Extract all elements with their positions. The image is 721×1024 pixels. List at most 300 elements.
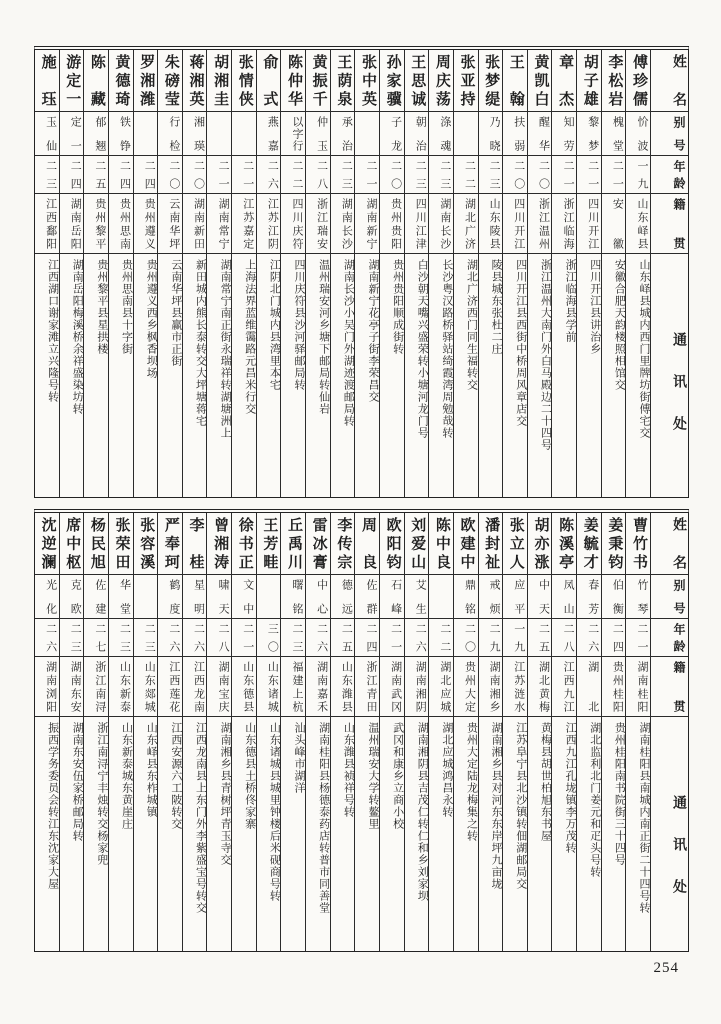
entry-address: 武冈和康乡立商小校 bbox=[391, 722, 404, 830]
entry-age: 二一 bbox=[355, 156, 379, 194]
entry-name: 胡亦涨 bbox=[528, 513, 552, 575]
entry-alias bbox=[232, 112, 256, 156]
entry-column bbox=[182, 513, 207, 951]
entry-name: 杨民旭 bbox=[84, 513, 108, 575]
entry-native: 湖南湘乡 bbox=[479, 657, 503, 717]
entry-column bbox=[502, 513, 527, 951]
entry-native: 湖南宝庆 bbox=[207, 657, 231, 717]
entry-alias: 曙铭 bbox=[281, 575, 305, 619]
entry-alias: 中心 bbox=[306, 575, 330, 619]
entry-native: 山东新泰 bbox=[109, 657, 133, 717]
entry-name: 游定一 bbox=[60, 50, 84, 112]
entry-native: 湖南武冈 bbox=[380, 657, 404, 717]
entry-address: 浙江南浔宁丰烛转交杨家兜 bbox=[95, 722, 108, 866]
entry-native: 四川庆符 bbox=[281, 194, 305, 254]
entry-name: 施珏 bbox=[35, 50, 59, 112]
entry-age: 二八 bbox=[306, 156, 330, 194]
entry-name: 欧建中 bbox=[454, 513, 478, 575]
entry-age: 二三 bbox=[109, 619, 133, 657]
header-name: 姓名 bbox=[651, 50, 688, 112]
entry-alias: 伯衡 bbox=[602, 575, 626, 619]
entry-native: 浙江临海 bbox=[552, 194, 576, 254]
entry-age: 二六 bbox=[405, 619, 429, 657]
entry-alias bbox=[355, 112, 379, 156]
entry-age: 二六 bbox=[183, 619, 207, 657]
entry-alias: 槐堂 bbox=[602, 112, 626, 156]
entry-name: 李桂 bbox=[183, 513, 207, 575]
entry-name: 蒋湘英 bbox=[183, 50, 207, 112]
entry-name: 王芳畦 bbox=[257, 513, 281, 575]
entry-age: 二四 bbox=[60, 156, 84, 194]
header-alias: 别号 bbox=[651, 575, 688, 619]
entry-column bbox=[231, 50, 256, 497]
entry-age: 二二 bbox=[429, 619, 453, 657]
entry-column bbox=[182, 50, 207, 497]
entry-native: 山东郯城 bbox=[134, 657, 158, 717]
entry-column bbox=[551, 513, 576, 951]
entry-age: 三〇 bbox=[257, 619, 281, 657]
entry-native: 湖南新宁 bbox=[355, 194, 379, 254]
entry-alias: 文中 bbox=[232, 575, 256, 619]
entry-name: 黄德琦 bbox=[109, 50, 133, 112]
entry-address: 贵州大定陆龙梅集之转 bbox=[465, 722, 478, 842]
entry-age: 二〇 bbox=[528, 156, 552, 194]
entry-name: 胡子雄 bbox=[577, 50, 601, 112]
entry-native: 山东潍县 bbox=[331, 657, 355, 717]
entry-column bbox=[330, 50, 355, 497]
entry-age: 二四 bbox=[602, 619, 626, 657]
entry-age: 二八 bbox=[207, 619, 231, 657]
entry-native: 四川江津 bbox=[405, 194, 429, 254]
entry-alias: 德远 bbox=[331, 575, 355, 619]
entry-native: 浙江温州 bbox=[528, 194, 552, 254]
entry-alias bbox=[207, 112, 231, 156]
entry-age: 二八 bbox=[552, 619, 576, 657]
entry-name: 席中枢 bbox=[60, 513, 84, 575]
entry-native: 浙江青田 bbox=[355, 657, 379, 717]
entry-address: 山东峄县东柞城镇 bbox=[145, 722, 158, 818]
entry-address: 浙江温州大南门外白马殿边二十四号 bbox=[539, 259, 552, 451]
entry-name: 陈中良 bbox=[429, 513, 453, 575]
entry-alias: 啸天 bbox=[207, 575, 231, 619]
entry-alias: 春芳 bbox=[577, 575, 601, 619]
entry-name: 姜毓才 bbox=[577, 513, 601, 575]
entry-name: 周庆荡 bbox=[429, 50, 453, 112]
entry-alias: 子龙 bbox=[380, 112, 404, 156]
entry-alias: 星明 bbox=[183, 575, 207, 619]
entry-alias: 鼎铭 bbox=[454, 575, 478, 619]
entry-alias: 以字行 bbox=[281, 112, 305, 156]
entry-address: 贵州黎平县星拱楼 bbox=[95, 259, 108, 355]
entry-age: 二六 bbox=[158, 619, 182, 657]
entry-address: 湖南新宁花亭子街李荣昌交 bbox=[366, 259, 379, 403]
header-native: 籍贯 bbox=[651, 657, 688, 717]
entry-age: 二一 bbox=[207, 156, 231, 194]
entry-name: 黄凯白 bbox=[528, 50, 552, 112]
entry-column bbox=[379, 50, 404, 497]
entry-age: 一九 bbox=[503, 619, 527, 657]
entry-name: 姜秉钧 bbox=[602, 513, 626, 575]
entry-age: 二五 bbox=[331, 619, 355, 657]
entry-column bbox=[527, 50, 552, 497]
entry-name: 李传宗 bbox=[331, 513, 355, 575]
entry-age: 二五 bbox=[528, 619, 552, 657]
entry-age: 二三 bbox=[60, 619, 84, 657]
entry-native: 山东德县 bbox=[232, 657, 256, 717]
entry-alias bbox=[454, 112, 478, 156]
entry-name: 张荣田 bbox=[109, 513, 133, 575]
entry-name: 罗湘潍 bbox=[134, 50, 158, 112]
entry-native: 江苏嘉定 bbox=[232, 194, 256, 254]
entry-native: 湖北 bbox=[577, 657, 601, 717]
entry-column bbox=[256, 513, 281, 951]
entry-age: 二四 bbox=[355, 619, 379, 657]
entry-alias: 湘瑛 bbox=[183, 112, 207, 156]
entry-address: 湖北应城鸿昌永转 bbox=[440, 722, 453, 818]
entry-address: 湖北监利北门姜元和疋头号转 bbox=[588, 722, 601, 878]
entry-name: 傅珍儒 bbox=[626, 50, 650, 112]
entry-alias: 克欧 bbox=[60, 575, 84, 619]
entry-address: 四川开江县西街中桥周风章店交 bbox=[514, 259, 527, 427]
entry-column bbox=[625, 513, 650, 951]
entry-name: 严奉珂 bbox=[158, 513, 182, 575]
entry-age: 二九 bbox=[479, 619, 503, 657]
entry-column bbox=[108, 513, 133, 951]
entry-address: 湖北广济西门同生福转交 bbox=[465, 259, 478, 391]
entry-native: 浙江瑞安 bbox=[306, 194, 330, 254]
entry-age: 一九 bbox=[626, 156, 650, 194]
entry-native: 江苏江阴 bbox=[257, 194, 281, 254]
header-age: 年龄 bbox=[651, 619, 688, 657]
entry-native: 贵州黎平 bbox=[84, 194, 108, 254]
entry-name: 欧阳钧 bbox=[380, 513, 404, 575]
entry-native: 湖南桂阳 bbox=[626, 657, 650, 717]
entry-column bbox=[478, 50, 503, 497]
entry-name: 王思诚 bbox=[405, 50, 429, 112]
entry-native: 云南华坪 bbox=[158, 194, 182, 254]
entry-name: 徐书正 bbox=[232, 513, 256, 575]
entry-native: 湖南长沙 bbox=[429, 194, 453, 254]
entry-column bbox=[404, 50, 429, 497]
entry-native: 浙江南浔 bbox=[84, 657, 108, 717]
entry-age: 二〇 bbox=[380, 156, 404, 194]
entry-column bbox=[601, 50, 626, 497]
entry-native: 湖北广济 bbox=[454, 194, 478, 254]
entry-address: 山东诸城县城里钟楼后米砚商号转 bbox=[268, 722, 281, 902]
entry-native: 湖南嘉禾 bbox=[306, 657, 330, 717]
entry-column bbox=[206, 513, 231, 951]
entry-address: 长沙粤汉路桥驿站绮霞湾周勉哉转 bbox=[440, 259, 453, 439]
entry-address: 江西九江孔垅镇李万茂转 bbox=[564, 722, 577, 854]
entry-column bbox=[305, 513, 330, 951]
header-address: 通讯处 bbox=[671, 332, 686, 458]
entry-age: 二一 bbox=[626, 619, 650, 657]
entry-address: 山东峄县城内西门里牌坊街傅宅交 bbox=[638, 259, 650, 439]
entry-column bbox=[59, 513, 84, 951]
header-address: 通讯处 bbox=[671, 795, 686, 921]
entry-alias: 郁翘 bbox=[84, 112, 108, 156]
entry-address: 山东德县土桥佟家寨 bbox=[243, 722, 256, 830]
entry-alias bbox=[429, 575, 453, 619]
entry-native: 四川开江 bbox=[577, 194, 601, 254]
entry-native: 湖南湘阴 bbox=[405, 657, 429, 717]
entry-alias: 燕嘉 bbox=[257, 112, 281, 156]
entry-native: 江苏涟水 bbox=[503, 657, 527, 717]
entry-name: 王翰 bbox=[503, 50, 527, 112]
page-number: 254 bbox=[653, 960, 679, 976]
entry-column bbox=[404, 513, 429, 951]
entry-address: 四川开江县讲治乡 bbox=[588, 259, 601, 355]
entry-native: 湖北黄梅 bbox=[528, 657, 552, 717]
entry-alias: 佐建 bbox=[84, 575, 108, 619]
entry-address: 湖南桂阳县杨德泰药店转普市同善堂 bbox=[317, 722, 330, 914]
entry-name: 王荫泉 bbox=[331, 50, 355, 112]
entry-column bbox=[133, 513, 158, 951]
entry-age: 二〇 bbox=[503, 156, 527, 194]
entry-alias: 承治 bbox=[331, 112, 355, 156]
entry-alias: 石峰 bbox=[380, 575, 404, 619]
entry-address: 湖南湘乡县青树坪青玉寺交 bbox=[219, 722, 232, 866]
header-column bbox=[650, 50, 688, 497]
entry-alias: 玉仙 bbox=[35, 112, 59, 156]
roster-table-bottom bbox=[34, 509, 689, 952]
entry-age: 二六 bbox=[257, 156, 281, 194]
entry-address: 汕头峰市湖洋 bbox=[293, 722, 306, 794]
entry-native: 湖南新田 bbox=[183, 194, 207, 254]
entry-column bbox=[625, 50, 650, 497]
entry-age: 二三 bbox=[281, 619, 305, 657]
entry-native: 山东峄县 bbox=[626, 194, 650, 254]
entry-name: 张梦缇 bbox=[479, 50, 503, 112]
entry-address: 湖南岳阳梅溪桥余祥盛染坊转 bbox=[71, 259, 84, 415]
entry-native: 江西莲花 bbox=[158, 657, 182, 717]
header-age: 年龄 bbox=[651, 156, 688, 194]
entry-address: 温州瑞安大学转鳌里 bbox=[366, 722, 379, 830]
entry-column bbox=[354, 513, 379, 951]
entry-name: 雷冰膏 bbox=[306, 513, 330, 575]
entry-alias: 佐群 bbox=[355, 575, 379, 619]
entry-age: 二〇 bbox=[183, 156, 207, 194]
entry-name: 潘封祉 bbox=[479, 513, 503, 575]
entry-address: 黄梅县胡世柏旭东书屋 bbox=[539, 722, 552, 842]
entry-address: 湖南东安伍家桥邮局转 bbox=[71, 722, 84, 842]
entry-alias: 醒华 bbox=[528, 112, 552, 156]
entry-name: 沈逆澜 bbox=[35, 513, 59, 575]
entry-alias: 仲玉 bbox=[306, 112, 330, 156]
entry-address: 贵州桂阳南书院街三十四号 bbox=[613, 722, 626, 866]
entry-address: 安徽合肥天韵楼照相馆交 bbox=[613, 259, 626, 391]
entry-native: 江西鄱阳 bbox=[35, 194, 59, 254]
entry-alias: 鹤度 bbox=[158, 575, 182, 619]
entry-native: 湖南浏阳 bbox=[35, 657, 59, 717]
entry-address: 四川庆符县沙河驿邮局转 bbox=[293, 259, 306, 391]
entry-age: 二一 bbox=[232, 619, 256, 657]
entry-age: 二三 bbox=[331, 156, 355, 194]
entry-age: 二一 bbox=[232, 156, 256, 194]
entry-name: 曹竹书 bbox=[626, 513, 650, 575]
entry-address: 贵州遵义西乡枫香坝场 bbox=[145, 259, 158, 379]
entry-column bbox=[108, 50, 133, 497]
entry-column bbox=[305, 50, 330, 497]
entry-name: 张情侠 bbox=[232, 50, 256, 112]
entry-alias: 行检 bbox=[158, 112, 182, 156]
entry-native: 安徽 bbox=[602, 194, 626, 254]
entry-column bbox=[502, 50, 527, 497]
entry-alias: 知劳 bbox=[552, 112, 576, 156]
entry-native: 山东诸城 bbox=[257, 657, 281, 717]
entry-column bbox=[601, 513, 626, 951]
entry-alias: 扶弱 bbox=[503, 112, 527, 156]
entry-native: 贵州大定 bbox=[454, 657, 478, 717]
entry-age: 二四 bbox=[134, 156, 158, 194]
entry-column bbox=[453, 50, 478, 497]
entry-alias: 应平 bbox=[503, 575, 527, 619]
entry-age: 二二 bbox=[454, 156, 478, 194]
entry-alias: 光化 bbox=[35, 575, 59, 619]
entry-name: 胡湘圭 bbox=[207, 50, 231, 112]
header-alias: 别号 bbox=[651, 112, 688, 156]
entry-column bbox=[83, 50, 108, 497]
entry-native: 湖南长沙 bbox=[331, 194, 355, 254]
entry-column bbox=[551, 50, 576, 497]
entry-address: 江西安源六工陂转交 bbox=[169, 722, 182, 830]
roster-table-top bbox=[34, 46, 689, 498]
entry-alias: 忦波 bbox=[626, 112, 650, 156]
entry-age: 二三 bbox=[35, 156, 59, 194]
entry-age: 二三 bbox=[429, 156, 453, 194]
entry-column bbox=[256, 50, 281, 497]
entry-column bbox=[453, 513, 478, 951]
entry-address: 振西学务委员会转江东沈家大屋 bbox=[46, 722, 59, 890]
entry-column bbox=[354, 50, 379, 497]
entry-name: 张中英 bbox=[355, 50, 379, 112]
entry-address: 新田城内熊长泰转交大坪塘蒋宅 bbox=[194, 259, 207, 427]
entry-address: 江苏阜宁县北沙镇转佃湖邮局交 bbox=[514, 722, 527, 890]
entry-column bbox=[35, 513, 59, 951]
entry-native: 四川开江 bbox=[503, 194, 527, 254]
entry-address: 江阴北门城内县湾里本宅 bbox=[268, 259, 281, 391]
entry-address: 陵县城东张杜二庄 bbox=[490, 259, 503, 355]
entry-alias: 艾生 bbox=[405, 575, 429, 619]
entry-address: 湖南常宁南正街永瑞祥转湖塘洲上 bbox=[219, 259, 232, 439]
entry-column bbox=[83, 513, 108, 951]
entry-alias: 黎梦 bbox=[577, 112, 601, 156]
entry-column bbox=[35, 50, 59, 497]
entry-column bbox=[379, 513, 404, 951]
entry-address: 浙江临海县学前 bbox=[564, 259, 577, 343]
entry-alias bbox=[257, 575, 281, 619]
entry-alias: 中天 bbox=[528, 575, 552, 619]
entry-name: 张容溪 bbox=[134, 513, 158, 575]
entry-name: 刘爱山 bbox=[405, 513, 429, 575]
entry-column bbox=[527, 513, 552, 951]
entry-native: 山东陵县 bbox=[479, 194, 503, 254]
entry-alias: 铁铮 bbox=[109, 112, 133, 156]
entry-address: 山东潍县祯祥号转 bbox=[342, 722, 355, 818]
entry-age: 二三 bbox=[134, 619, 158, 657]
entry-age: 二七 bbox=[84, 619, 108, 657]
entry-age: 二一 bbox=[577, 156, 601, 194]
entry-address: 湖南桂阳县南城内南正街二十四号转 bbox=[638, 722, 650, 914]
entry-address: 江西湖口谢家滩立兴隆号转 bbox=[46, 259, 59, 403]
entry-name: 朱磅莹 bbox=[158, 50, 182, 112]
entry-age: 二六 bbox=[35, 619, 59, 657]
entry-alias bbox=[134, 575, 158, 619]
entry-name: 陈仲华 bbox=[281, 50, 305, 112]
entry-alias bbox=[134, 112, 158, 156]
entry-name: 李松岩 bbox=[602, 50, 626, 112]
entry-age: 二二 bbox=[281, 156, 305, 194]
entry-native: 贵州贵阳 bbox=[380, 194, 404, 254]
entry-address: 云南华坪县赢市正街 bbox=[169, 259, 182, 367]
entry-age: 二一 bbox=[602, 156, 626, 194]
entry-native: 贵州遵义 bbox=[134, 194, 158, 254]
entry-age: 二三 bbox=[405, 156, 429, 194]
entry-native: 湖南岳阳 bbox=[60, 194, 84, 254]
entry-age: 二四 bbox=[109, 156, 133, 194]
entry-column bbox=[280, 513, 305, 951]
entry-native: 湖南东安 bbox=[60, 657, 84, 717]
entry-column bbox=[576, 513, 601, 951]
entry-name: 陈藏 bbox=[84, 50, 108, 112]
entry-alias: 乃晓 bbox=[479, 112, 503, 156]
entry-column bbox=[231, 513, 256, 951]
entry-address: 白沙朝天嘴兴盛荣转小塘河龙门号 bbox=[416, 259, 429, 439]
entry-column bbox=[157, 513, 182, 951]
entry-address: 贵州贵阳顺成街转 bbox=[391, 259, 404, 355]
entry-age: 二三 bbox=[479, 156, 503, 194]
entry-column bbox=[428, 50, 453, 497]
entry-column bbox=[59, 50, 84, 497]
entry-native: 贵州思南 bbox=[109, 194, 133, 254]
entry-native: 福建上杭 bbox=[281, 657, 305, 717]
entry-column bbox=[576, 50, 601, 497]
entry-address: 江西龙南县上东门外李紫盛宝号转交 bbox=[194, 722, 207, 914]
header-column bbox=[650, 513, 688, 951]
entry-column bbox=[133, 50, 158, 497]
entry-age: 二五 bbox=[84, 156, 108, 194]
entry-name: 陈溪亭 bbox=[552, 513, 576, 575]
entry-address: 湖南湘乡县对河东东岸坪九亩垅 bbox=[490, 722, 503, 890]
entry-column bbox=[280, 50, 305, 497]
entry-column bbox=[478, 513, 503, 951]
entry-alias: 华堂 bbox=[109, 575, 133, 619]
entry-age: 二〇 bbox=[454, 619, 478, 657]
entry-name: 章杰 bbox=[552, 50, 576, 112]
entry-name: 丘禹川 bbox=[281, 513, 305, 575]
entry-age: 二一 bbox=[380, 619, 404, 657]
entry-native: 江西九江 bbox=[552, 657, 576, 717]
entry-address: 贵州思南县十字街 bbox=[120, 259, 133, 355]
entry-age: 二〇 bbox=[158, 156, 182, 194]
entry-address: 山东新泰城东黄崖庄 bbox=[120, 722, 133, 830]
entry-column bbox=[206, 50, 231, 497]
entry-native: 湖南常宁 bbox=[207, 194, 231, 254]
entry-name: 黄振千 bbox=[306, 50, 330, 112]
entry-alias: 凤山 bbox=[552, 575, 576, 619]
entry-name: 俞式 bbox=[257, 50, 281, 112]
entry-column bbox=[428, 513, 453, 951]
entry-native: 贵州桂阳 bbox=[602, 657, 626, 717]
entry-address: 上海法界蓝维霭路元昌米行交 bbox=[243, 259, 256, 415]
entry-alias: 朝治 bbox=[405, 112, 429, 156]
entry-address: 湖南湘阴县吉茂仁转仁和乡刘家坝 bbox=[416, 722, 429, 902]
entry-age: 二六 bbox=[306, 619, 330, 657]
entry-alias: 涤魂 bbox=[429, 112, 453, 156]
entry-native: 江西龙南 bbox=[183, 657, 207, 717]
entry-alias: 竹琴 bbox=[626, 575, 650, 619]
entry-name: 周良 bbox=[355, 513, 379, 575]
